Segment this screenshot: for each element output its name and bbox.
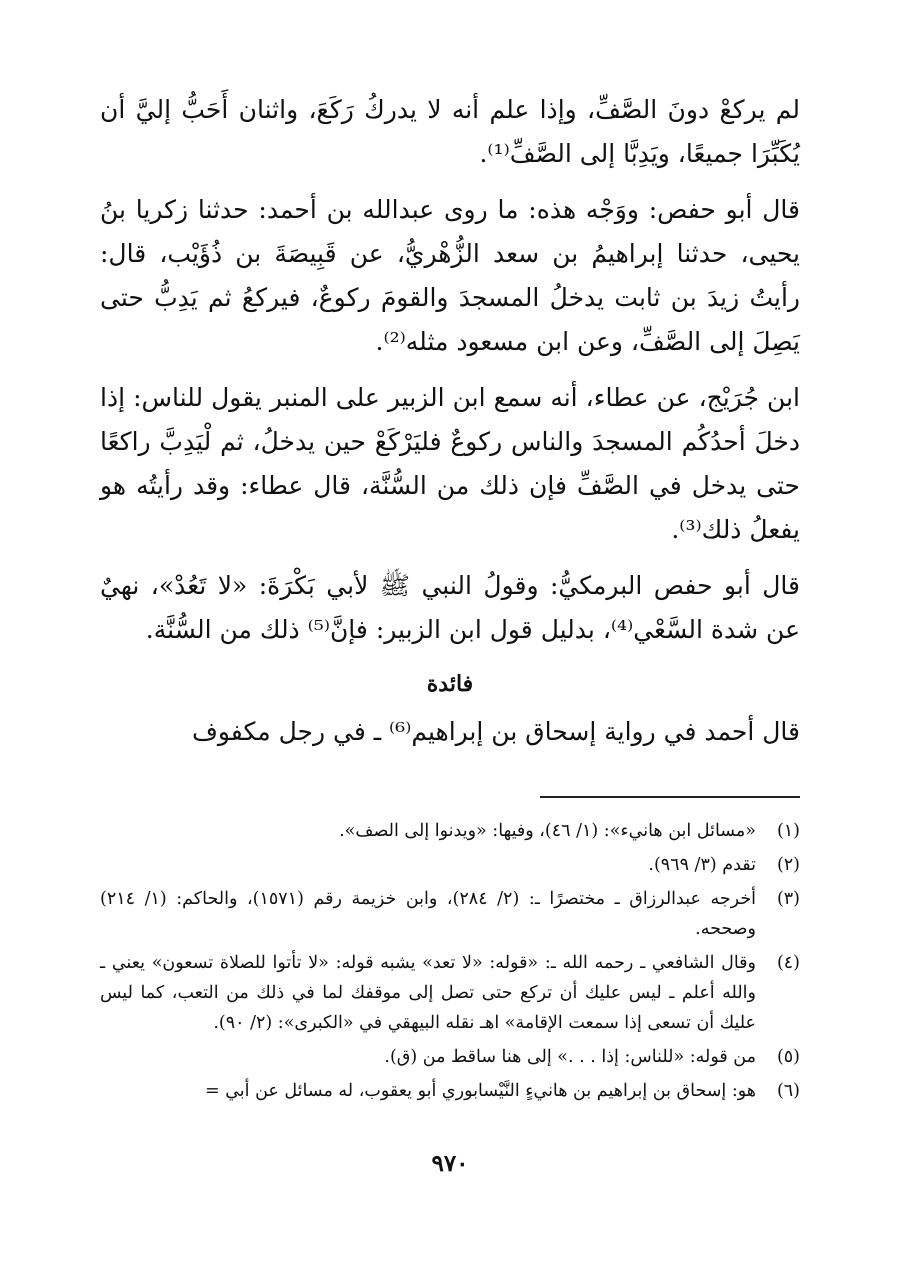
footnote-number: (٥): [776, 1047, 800, 1067]
paragraph-4: قال أبو حفص البرمكيُّ: وقولُ النبي ﷺ لأبي بَكْرَةَ: «لا تَعُدْ»، نهيٌ عن شدة السَّعْي⁽⁴⁾، بدليل قول ابن الزبير: فإنَّ⁽⁵⁾ ذلك من السُّنَّة.: [100, 571, 800, 644]
footnote-number: (١): [776, 821, 800, 841]
footnote-text: وقال الشافعي ـ رحمه الله ـ: «قوله: «لا تعد» يشبه قوله: «لا تأتوا للصلاة تسعون» يعني ـ والله أعلم ـ ليس عليك أن تركع حتى تصل إلى موقفك لما في ذلك من التعب، كما ليس عليك أن تسعى إذا سمعت الإقامة» اهـ نقله البيهقي في «الكبرى»: (٢/ ٩٠).: [100, 953, 756, 1033]
paragraph-2: قال أبو حفص: ووَجْه هذه: ما روى عبدالله بن أحمد: حدثنا زكريا بنُ يحيى، حدثنا إبراهيمُ بن سعد الزُّهْريُّ، عن قَبِيصَةَ بن ذُؤَيْب، قال: رأيتُ زيدَ بن ثابت يدخلُ المسجدَ والقومَ ركوعٌ، فيركعُ ثم يَدِبُّ حتى يَصِلَ إلى الصَّفِّ، وعن ابن مسعود مثله⁽²⁾.: [100, 195, 800, 356]
paragraph-3: ابن جُرَيْج، عن عطاء، أنه سمع ابن الزبير على المنبر يقول للناس: إذا دخلَ أحدُكُم المسجدَ والناس ركوعٌ فليَرْكَعْ حين يدخلُ، ثم لْيَدِبَّ راكعًا حتى يدخل في الصَّفِّ فإن ذلك من السُّنَّة، قال عطاء: وقد رأيتُه هو يفعلُ ذلك⁽³⁾.: [100, 383, 800, 544]
footnote: [100, 816, 800, 846]
footnote-separator: [540, 796, 800, 798]
footnote-number: (٦): [776, 1081, 800, 1101]
footnote-text: هو: إسحاق بن إبراهيم بن هانيءٍ النَّيْسابوري أبو يعقوب، له مسائل عن أبي =: [204, 1081, 756, 1101]
footnote-number: (٣): [776, 889, 800, 909]
footnote-text: «مسائل ابن هانيء»: (١/ ٤٦)، وفيها: «ويدنوا إلى الصف».: [339, 821, 756, 841]
footnote-number: (٤): [776, 953, 800, 973]
paragraph-5: قال أحمد في رواية إسحاق بن إبراهيم⁽⁶⁾ ـ في رجل مكفوف: [191, 717, 800, 746]
footnote: [100, 884, 800, 944]
page-number: ٩٧٠: [431, 1150, 469, 1177]
footnote-text: من قوله: «للناس: إذا . . .» إلى هنا ساقط من (ق).: [384, 1047, 756, 1067]
footnote-text: أخرجه عبدالرزاق ـ مختصرًا ـ: (٢/ ٢٨٤)، وابن خزيمة رقم (١٥٧١)، والحاكم: (١/ ٢١٤) وصححه.: [100, 889, 757, 939]
footnote-text: تقدم (٣/ ٩٦٩).: [648, 855, 756, 875]
footnote-number: (٢): [776, 855, 800, 875]
footnote: [100, 1076, 800, 1106]
footnote: [100, 850, 800, 880]
footnote: [100, 948, 800, 1038]
section-heading: فائدة: [426, 671, 474, 697]
page-content: [100, 88, 800, 1110]
footnote: [100, 1042, 800, 1072]
paragraph-1: لم يركعْ دونَ الصَّفِّ، وإذا علم أنه لا يدركُ رَكَعَ، واثنان أَحَبُّ إليَّ أن يُكَبِّرَا جميعًا، ويَدِبَّا إلى الصَّفِّ⁽¹⁾.: [100, 95, 800, 168]
